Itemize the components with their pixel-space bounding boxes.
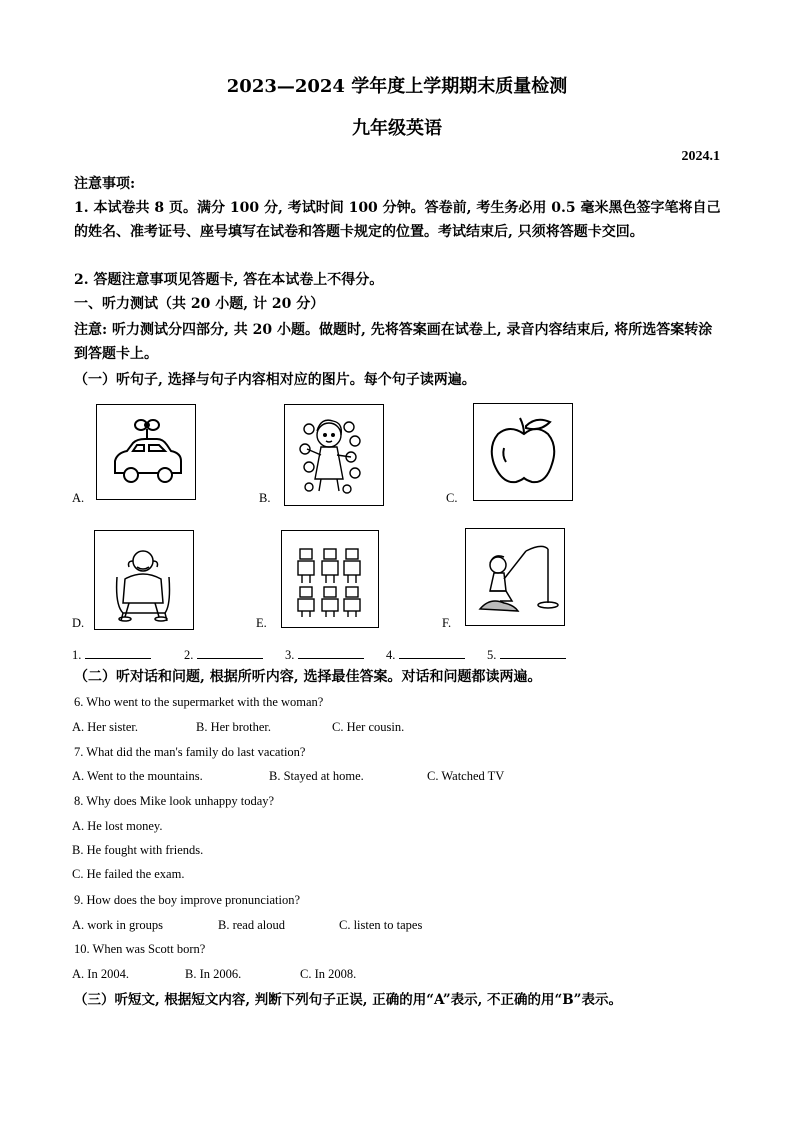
question-6: 6. Who went to the supermarket with the woman? [74, 695, 324, 709]
boy-fishing-icon [466, 529, 564, 625]
exam-subtitle: 九年级英语 [352, 118, 442, 139]
question-10-option-b[interactable]: B. In 2006. [185, 967, 242, 981]
answer-blank-4[interactable]: 4. [386, 646, 465, 663]
apple-icon [474, 404, 572, 500]
answer-blank-3[interactable]: 3. [285, 646, 364, 663]
question-6-option-b[interactable]: B. Her brother. [196, 720, 271, 734]
notes-item-2: 2. 答题注意事项见答题卡, 答在本试卷上不得分。 [74, 272, 384, 288]
answer-blank-2[interactable]: 2. [184, 646, 263, 663]
section1-note: 注意: 听力测试分四部分, 共 20 小题。做题时, 先将答案画在试卷上, 录音内容结束后, 将所选答案转涂到答题卡上。 [74, 322, 713, 362]
question-8: 8. Why does Mike look unhappy today? [74, 794, 275, 808]
question-7: 7. What did the man's family do last vacation? [74, 745, 306, 759]
question-6-option-a[interactable]: A. Her sister. [72, 720, 138, 734]
toy-car-icon [97, 405, 195, 499]
picture-label-a: A. [72, 491, 85, 505]
question-7-option-b[interactable]: B. Stayed at home. [269, 769, 364, 783]
robots-icon [282, 531, 378, 627]
question-10-option-a[interactable]: A. In 2004. [72, 967, 129, 981]
question-9: 9. How does the boy improve pronunciation? [74, 893, 300, 907]
picture-f [465, 528, 565, 626]
section1-heading: 一、听力测试（共 20 小题, 计 20 分） [74, 296, 325, 312]
answer-blank-5[interactable]: 5. [487, 646, 566, 663]
picture-label-c: C. [446, 491, 458, 505]
picture-label-e: E. [256, 616, 267, 630]
question-7-option-a[interactable]: A. Went to the mountains. [72, 769, 203, 783]
part2-instruction: （二）听对话和问题, 根据所听内容, 选择最佳答案。对话和问题都读两遍。 [74, 669, 542, 685]
picture-label-d: D. [72, 616, 85, 630]
picture-c [473, 403, 573, 501]
answer-blank-1[interactable]: 1. [72, 646, 151, 663]
question-8-option-b[interactable]: B. He fought with friends. [72, 843, 204, 857]
notes-heading: 注意事项: [74, 176, 136, 192]
question-7-option-c[interactable]: C. Watched TV [427, 769, 505, 783]
question-9-option-b[interactable]: B. read aloud [218, 918, 285, 932]
question-10: 10. When was Scott born? [74, 942, 206, 956]
old-man-in-chair-icon [95, 531, 193, 629]
question-10-option-c[interactable]: C. In 2008. [300, 967, 357, 981]
question-9-option-a[interactable]: A. work in groups [72, 918, 163, 932]
exam-date: 2024.1 [681, 149, 720, 164]
notes-item-1: 1. 本试卷共 8 页。满分 100 分, 考试时间 100 分钟。答卷前, 考生务必用 0.5 毫米黑色签字笔将自己的姓名、准考证号、座号填写在试卷和答题卡规定的位置。考试结束后, 只须将答题卡交回。 [74, 200, 721, 240]
picture-e [281, 530, 379, 628]
exam-title: 2023—2024 学年度上学期期末质量检测 [226, 76, 568, 97]
question-8-option-c[interactable]: C. He failed the exam. [72, 867, 185, 881]
question-8-option-a[interactable]: A. He lost money. [72, 819, 163, 833]
picture-d [94, 530, 194, 630]
picture-label-b: B. [259, 491, 271, 505]
picture-b [284, 404, 384, 506]
question-9-option-c[interactable]: C. listen to tapes [339, 918, 423, 932]
girl-with-flowers-icon [285, 405, 383, 505]
part1-instruction: （一）听句子, 选择与句子内容相对应的图片。每个句子读两遍。 [74, 372, 476, 388]
question-6-option-c[interactable]: C. Her cousin. [332, 720, 405, 734]
picture-label-f: F. [442, 616, 452, 630]
picture-a [96, 404, 196, 500]
part3-instruction: （三）听短文, 根据短文内容, 判断下列句子正误, 正确的用“A”表示, 不正确的用“B”表示。 [74, 992, 622, 1008]
